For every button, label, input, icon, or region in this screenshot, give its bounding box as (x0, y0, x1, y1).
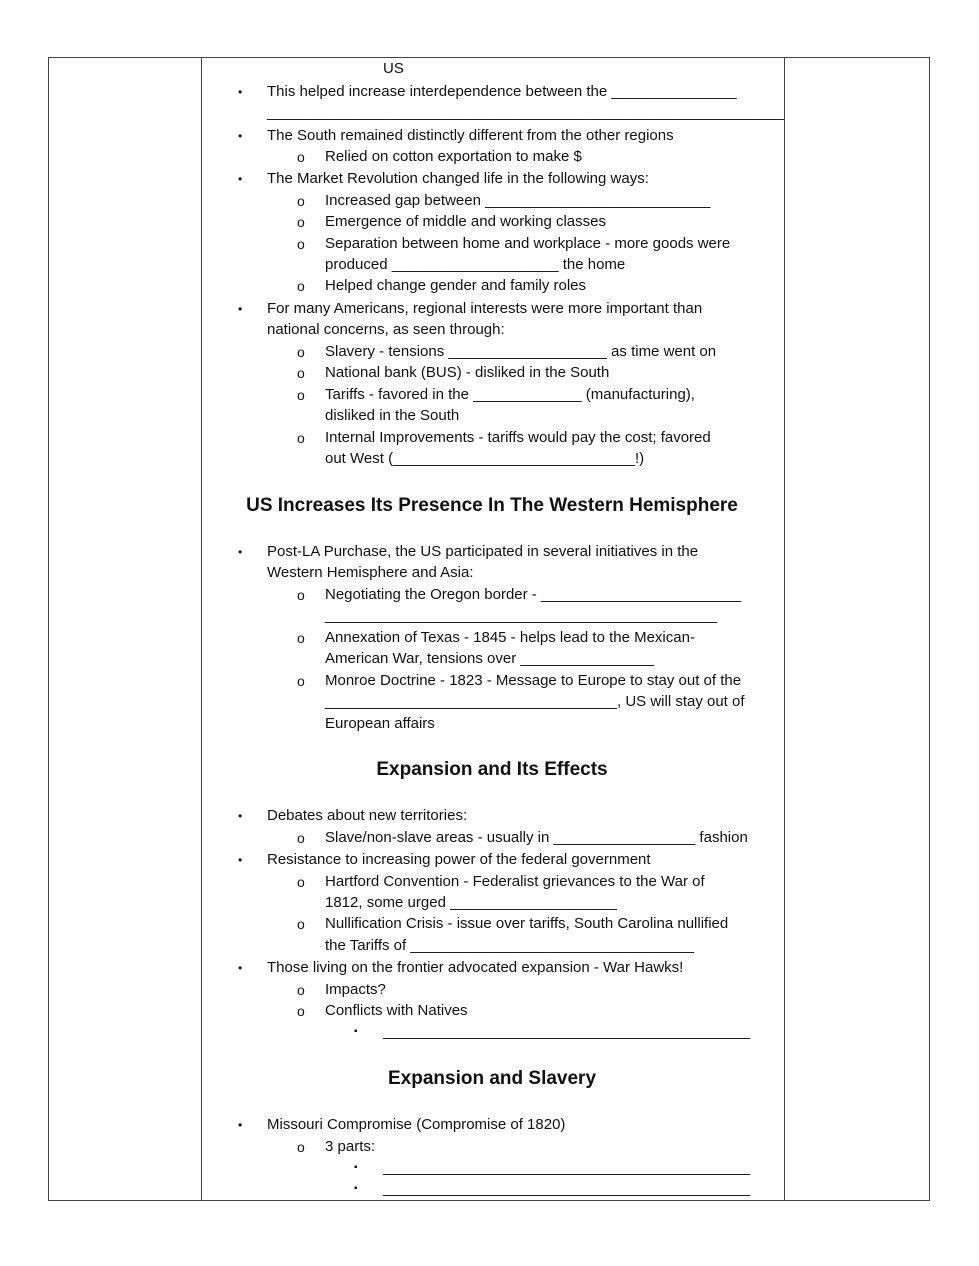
fill-in-blank: ____________________________________________ (383, 1180, 751, 1197)
sub-bullet-icon: o (297, 1003, 305, 1019)
sub-bullet-icon: o (297, 587, 305, 603)
sub-bullet-text: Nullification Crisis - issue over tariffs, South Carolina nullified (325, 915, 729, 932)
bullet-icon: • (238, 853, 243, 867)
bullet-text: For many Americans, regional interests were more important than (267, 300, 703, 317)
sub-bullet-icon: o (297, 630, 305, 646)
sub-bullet-text: Hartford Convention - Federalist grievances to the War of (325, 873, 705, 890)
fill-in-blank: _______________________________________________ (325, 607, 718, 624)
sub-bullet-text: Slave/non-slave areas - usually in _________________ fashion (325, 829, 748, 846)
sub-bullet-text: European affairs (325, 715, 435, 732)
sub-bullet-text: Increased gap between ___________________________ (325, 192, 711, 209)
bullet-icon: • (238, 1118, 243, 1132)
sub-bullet-text: Separation between home and workplace - more goods were (325, 235, 731, 252)
sub-bullet-icon: o (297, 874, 305, 890)
sub-bullet-text: Conflicts with Natives (325, 1002, 468, 1019)
bullet-icon: • (238, 961, 243, 975)
bullet-icon: • (238, 85, 243, 99)
bullet-icon: • (238, 302, 243, 316)
sub-bullet-icon: o (297, 193, 305, 209)
sub-bullet-icon: o (297, 982, 305, 998)
sub-bullet-text: American War, tensions over ________________ (325, 650, 654, 667)
sub-bullet-icon: o (297, 344, 305, 360)
sub-bullet-text: Negotiating the Oregon border - ________________________ (325, 586, 742, 603)
sub-bullet-icon: o (297, 430, 305, 446)
text-line: US (383, 60, 404, 77)
sub-bullet-text: Slavery - tensions ___________________ as time went on (325, 343, 717, 360)
bullet-icon: • (238, 129, 243, 143)
sub-bullet-text: Helped change gender and family roles (325, 277, 586, 294)
sub-bullet-text: ___________________________________, US will stay out of (325, 693, 745, 710)
sub-bullet-text: produced ____________________ the home (325, 256, 626, 273)
square-bullet-icon: ▪ (354, 1183, 358, 1194)
bullet-icon: • (238, 172, 243, 186)
sub-bullet-icon: o (297, 387, 305, 403)
sub-bullet-text: Annexation of Texas - 1845 - helps lead to the Mexican- (325, 629, 695, 646)
section-heading-expansion-effects: Expansion and Its Effects (376, 759, 608, 780)
sub-bullet-text: National bank (BUS) - disliked in the South (325, 364, 610, 381)
bullet-text: Resistance to increasing power of the federal government (267, 851, 651, 868)
fill-in-blank: ______________________________________________________________ (267, 104, 784, 121)
sub-bullet-text: Internal Improvements - tariffs would pay the cost; favored (325, 429, 711, 446)
bullet-text: Debates about new territories: (267, 807, 468, 824)
sub-bullet-icon: o (297, 278, 305, 294)
bullet-icon: • (238, 809, 243, 823)
bullet-text: national concerns, as seen through: (267, 321, 505, 338)
sub-bullet-text: 1812, some urged ____________________ (325, 894, 617, 911)
sub-bullet-text: Relied on cotton exportation to make $ (325, 148, 582, 165)
sub-bullet-icon: o (297, 673, 305, 689)
section-heading-western-hemisphere: US Increases Its Presence In The Western Hemisphere (246, 495, 738, 516)
sub-bullet-text: out West (_____________________________!) (325, 450, 645, 467)
bullet-text: Western Hemisphere and Asia: (267, 564, 474, 581)
sub-bullet-text: Monroe Doctrine - 1823 - Message to Europe to stay out of the (325, 672, 742, 689)
sub-bullet-icon: o (297, 214, 305, 230)
sub-bullet-text: Emergence of middle and working classes (325, 213, 606, 230)
bullet-text: Missouri Compromise (Compromise of 1820) (267, 1116, 566, 1133)
bullet-text: Those living on the frontier advocated expansion - War Hawks! (267, 959, 684, 976)
square-bullet-icon: ▪ (354, 1026, 358, 1037)
bullet-text: The Market Revolution changed life in the following ways: (267, 170, 649, 187)
notes-content (200, 57, 784, 1201)
bullet-text: Post-LA Purchase, the US participated in several initiatives in the (267, 543, 699, 560)
bullet-text: This helped increase interdependence between the _______________ (267, 83, 737, 100)
sub-bullet-text: disliked in the South (325, 407, 460, 424)
fill-in-blank: ____________________________________________ (383, 1159, 751, 1176)
column-divider-right (784, 58, 785, 1200)
sub-bullet-text: Impacts? (325, 981, 386, 998)
sub-bullet-icon: o (297, 236, 305, 252)
sub-bullet-icon: o (297, 149, 305, 165)
sub-bullet-icon: o (297, 1139, 305, 1155)
sub-bullet-text: Tariffs - favored in the _____________ (manufacturing), (325, 386, 695, 403)
square-bullet-icon: ▪ (354, 1162, 358, 1173)
section-heading-expansion-slavery: Expansion and Slavery (387, 1068, 597, 1089)
sub-bullet-icon: o (297, 365, 305, 381)
fill-in-blank: ____________________________________________ (383, 1023, 751, 1040)
sub-bullet-icon: o (297, 830, 305, 846)
sub-bullet-icon: o (297, 916, 305, 932)
sub-bullet-text: 3 parts: (325, 1138, 376, 1155)
bullet-text: The South remained distinctly different from the other regions (267, 127, 674, 144)
bullet-icon: • (238, 545, 243, 559)
sub-bullet-text: the Tariffs of __________________________________ (325, 937, 694, 954)
